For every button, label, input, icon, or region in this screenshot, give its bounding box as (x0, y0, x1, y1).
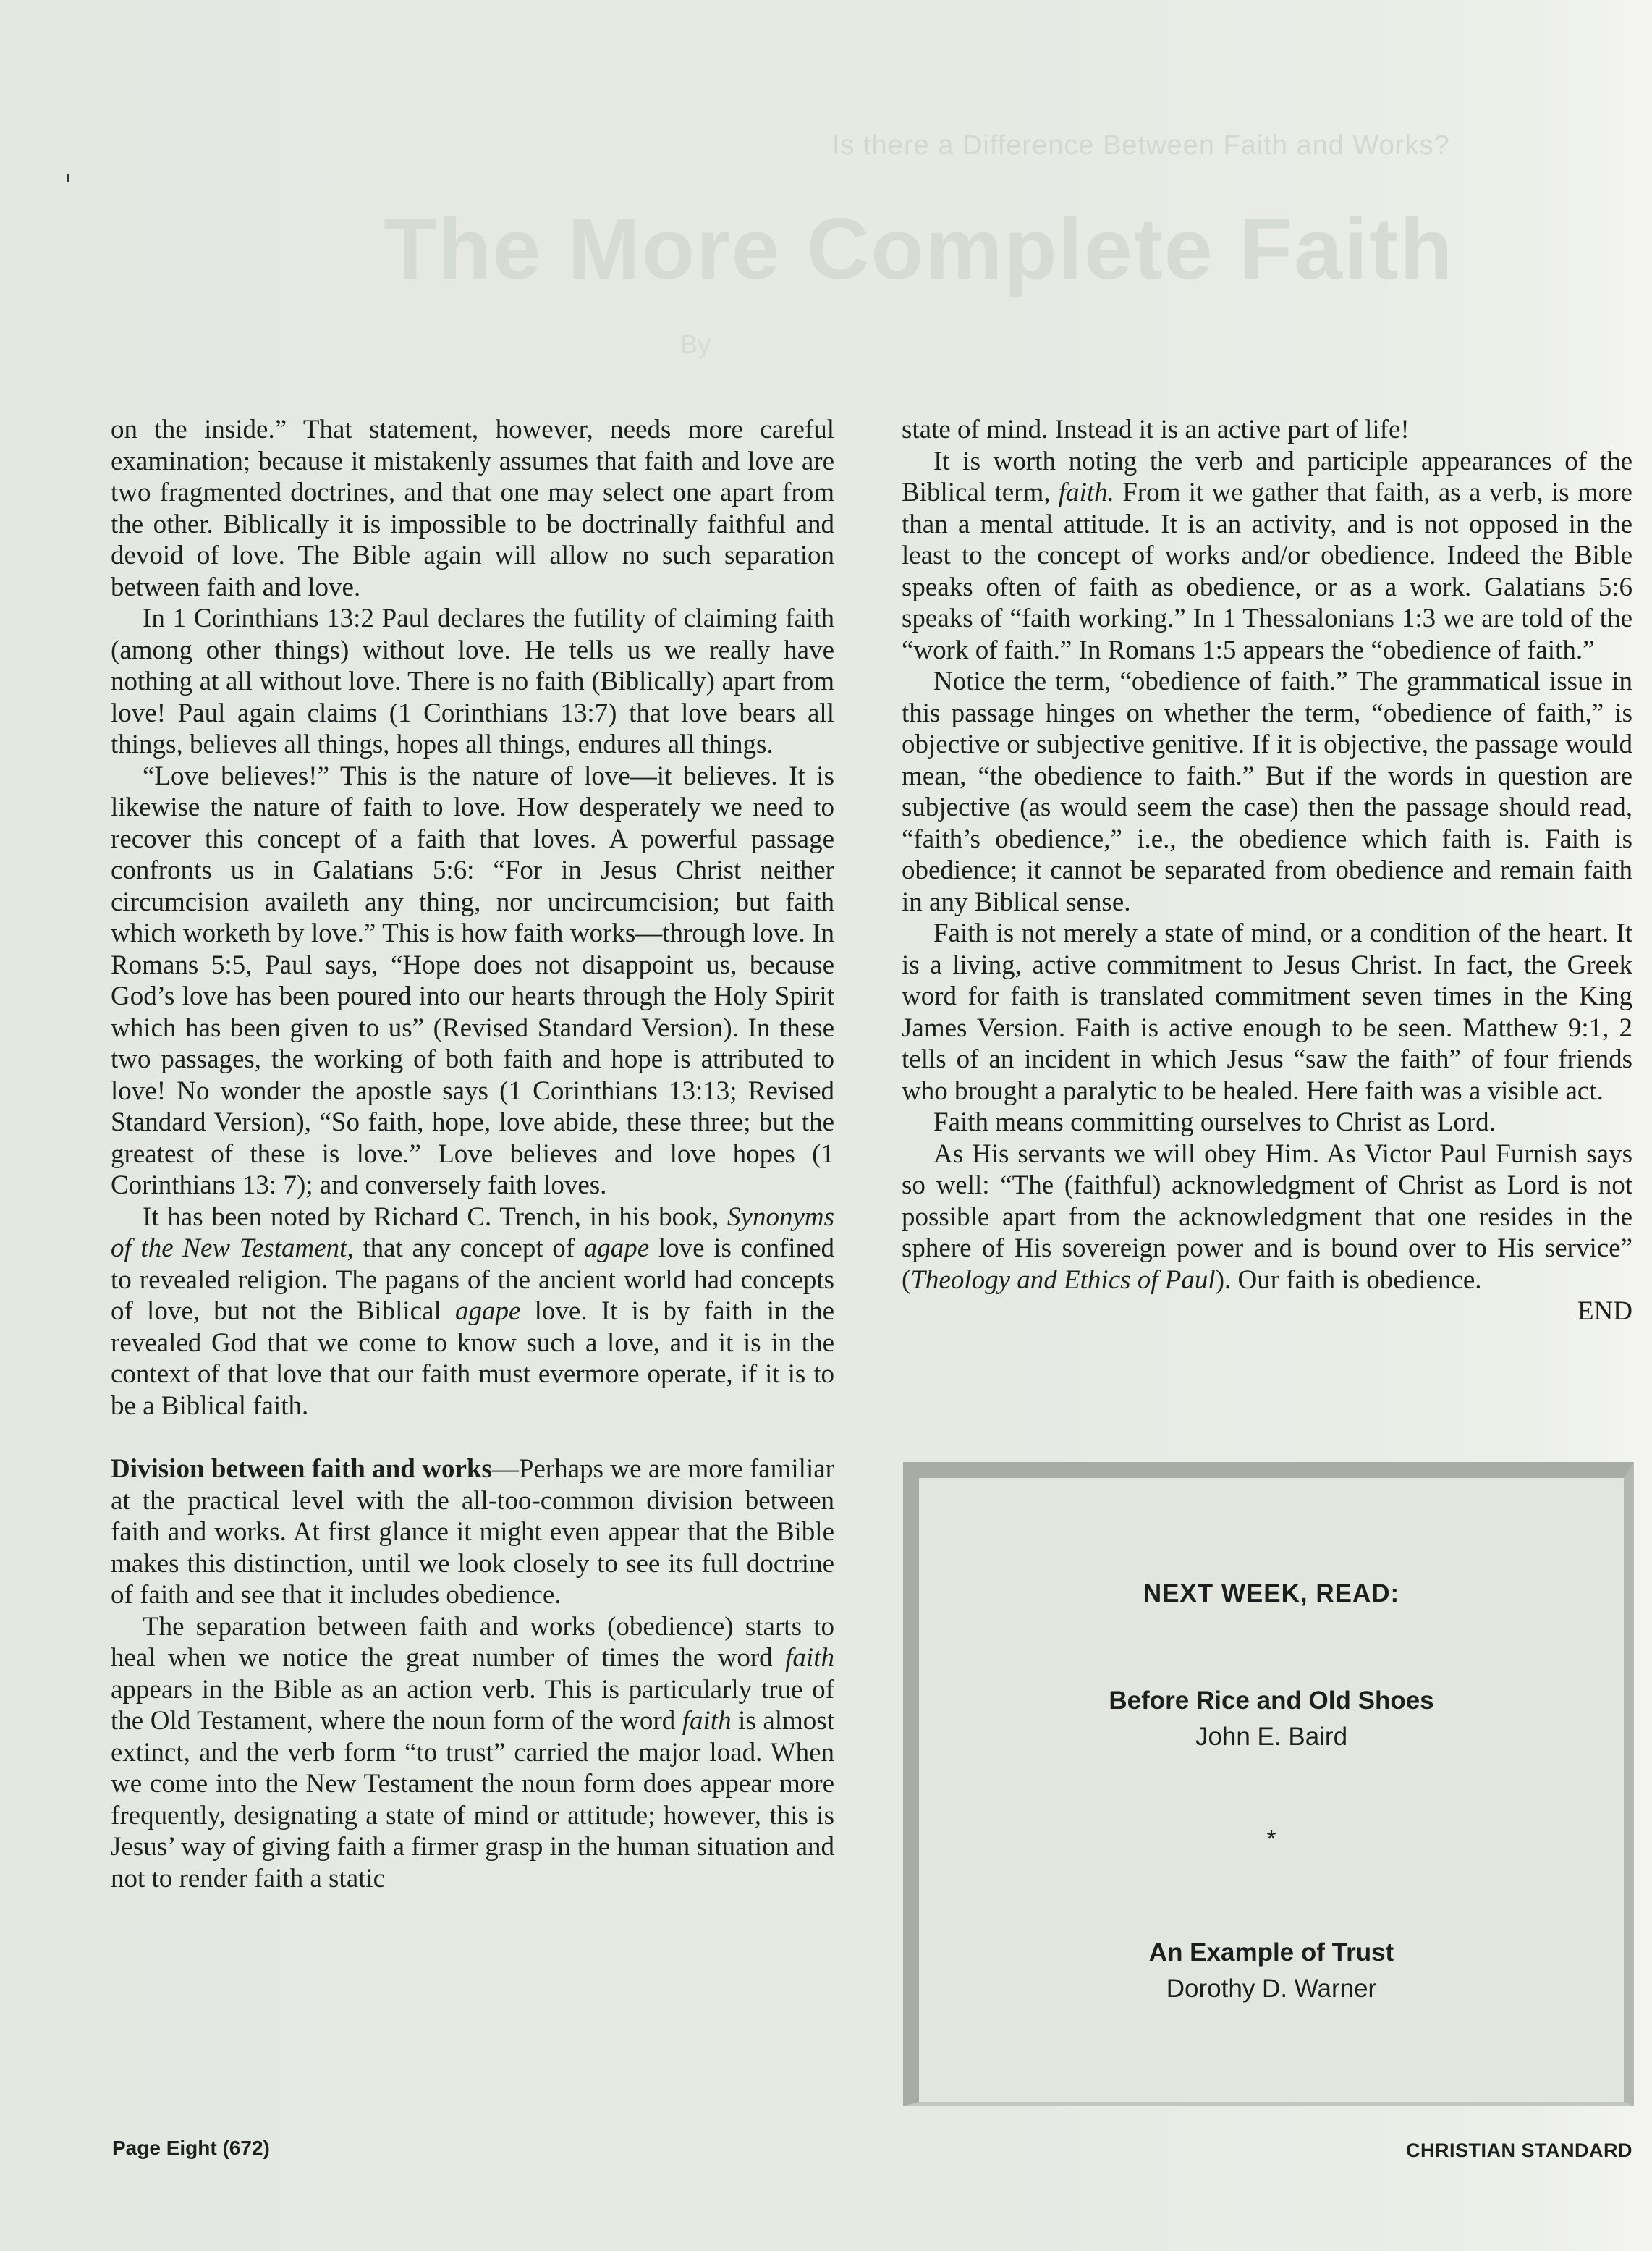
paragraph: Faith means committing ourselves to Christ as Lord. (933, 1107, 1496, 1137)
paragraph: In 1 Corinthians 13:2 Paul declares the futility of claiming faith (among other things) without love. He tells us we really have nothing at all without love. There is no faith (Biblically) apart from love! Paul again claims (1 Corinthians 13:7) that love bears all things, believes all things, hopes all things, endures all things. (111, 604, 834, 759)
next-week-heading: NEXT WEEK, READ: (1143, 1579, 1400, 1608)
next-article-author: John E. Baird (1195, 1723, 1348, 1751)
paragraph: “Love believes!” This is the nature of love—it believes. It is likewise the nature of faith to love. How desperately we need to recover this concept of a faith that loves. A powerful passage confronts us in Galatians 5:6: “For in Jesus Christ neither circumcision availeth any thing, nor uncircumcision; but faith which worketh by love.” This is how faith works—through love. In Romans 5:5, Paul says, “Hope does not disappoint us, because God’s love has been poured into our hearts through the Holy Spirit which has been given to us” (Revised Standard Version). In these two passages, the working of both faith and hope is attributed to love! No wonder the apostle says (1 Corinthians 13:13; Revised Standard Version), “So faith, hope, love abide, these three; but the greatest of these is love.” Love believes and love hopes (1 Corinthians 13: 7); and conversely faith loves. (111, 761, 834, 1200)
paragraph: Faith is not merely a state of mind, or a condition of the heart. It is a living, active commitment to Jesus Christ. In fact, the Greek word for faith is translated commitment seven times in the King James Version. Faith is active enough to be seen. Matthew 9:1, 2 tells of an incident in which Jesus “saw the faith” of four friends who brought a paralytic to be healed. Here faith was a visible act. (902, 918, 1632, 1106)
left-column (111, 414, 834, 1894)
book-title: Synonyms of the New Testament (111, 1201, 834, 1263)
publication-name: CHRISTIAN STANDARD (1406, 2140, 1632, 2161)
section-subhead: Division between faith and works (111, 1454, 492, 1484)
paragraph: It has been noted by Richard C. Trench, in his book, Synonyms of the New Testament, that any concept of agape love is confined to revealed religion. The pagans of the ancient world had concepts of love, but not the Biblical agape love. It is by faith in the revealed God that we come to know such a love, and it is in the context of that love that our faith must evermore operate, if it is to be a Biblical faith. (111, 1201, 835, 1421)
book-title: Theology and Ethics of Paul (910, 1264, 1216, 1295)
paragraph: Notice the term, “obedience of faith.” The grammatical issue in this passage hinges on whether the term, “obedience of faith,” is objective or subjective genitive. If it is objective, the passage would mean, “the obedience to faith.” But if the words in question are subjective (as would seem the case) then the passage should read, “faith’s obedience,” i.e., the obedience which faith is. Faith is obedience; it cannot be separated from obedience and remain faith in any Biblical sense. (902, 667, 1632, 917)
right-column (902, 414, 1632, 1327)
bleed-through-byline: By (680, 329, 711, 359)
page-number: Page Eight (672) (112, 2137, 270, 2159)
paragraph: As His servants we will obey Him. As Victor Paul Furnish says so well: “The (faithful) acknowledgment of Christ as Lord is not possible apart from the acknowledgment that one resides in the sphere of His sovereign power and is bound over to His service” (Theology and Ethics of Paul). Our faith is obedience. (902, 1139, 1632, 1295)
paragraph: on the inside.” That statement, however, needs more careful examination; because it mistakenly assumes that faith and love are two fragmented doctrines, and that one may select one apart from the other. Biblically it is impossible to be doctrinally faithful and devoid of love. The Bible again will allow no such separation between faith and love. (111, 415, 834, 602)
next-article-title: An Example of Trust (1148, 1938, 1394, 1967)
paragraph: Division between faith and works—Perhaps we are more familiar at the practical level with the all-too-common division between faith and works. At first glance it might even appear that the Bible makes this distinction, until we look closely to see its full doctrine of faith and see that it includes obedience. (111, 1454, 834, 1610)
bleed-through-kicker: Is there a Difference Between Faith and Works? (832, 130, 1450, 161)
next-article-title: Before Rice and Old Shoes (1109, 1686, 1434, 1715)
paragraph: It is worth noting the verb and participle appearances of the Biblical term, faith. From it we gather that faith, as a verb, is more than a mental attitude. It is an activity, and is not opposed in the least to the concept of works and/or obedience. Indeed the Bible speaks often of faith as obedience, or as a work. Galatians 5:6 speaks of “faith working.” In 1 Thessalonians 1:3 we are told of the “work of faith.” In Romans 1:5 appears the “obedience of faith.” (902, 446, 1632, 665)
next-article-author: Dorothy D. Warner (1166, 1975, 1377, 2003)
print-mark (67, 174, 69, 182)
end-row (902, 1296, 1632, 1327)
paragraph: state of mind. Instead it is an active part of life! (902, 415, 1410, 444)
next-week-box (903, 1462, 1634, 2106)
separator-asterisk: * (1266, 1825, 1276, 1853)
end-mark: END (1577, 1296, 1632, 1326)
bleed-through-title: The More Complete Faith (384, 200, 1454, 297)
paragraph: The separation between faith and works (obedience) starts to heal when we notice the great number of times the word faith appears in the Bible as an action verb. This is particularly true of the Old Testament, where the noun form of the word faith is almost extinct, and the verb form “to trust” carried the major load. When we come into the New Testament the noun form does appear more frequently, designating a state of mind or attitude; however, this is Jesus’ way of giving faith a firmer grasp in the human situation and not to render faith a static (111, 1611, 834, 1893)
